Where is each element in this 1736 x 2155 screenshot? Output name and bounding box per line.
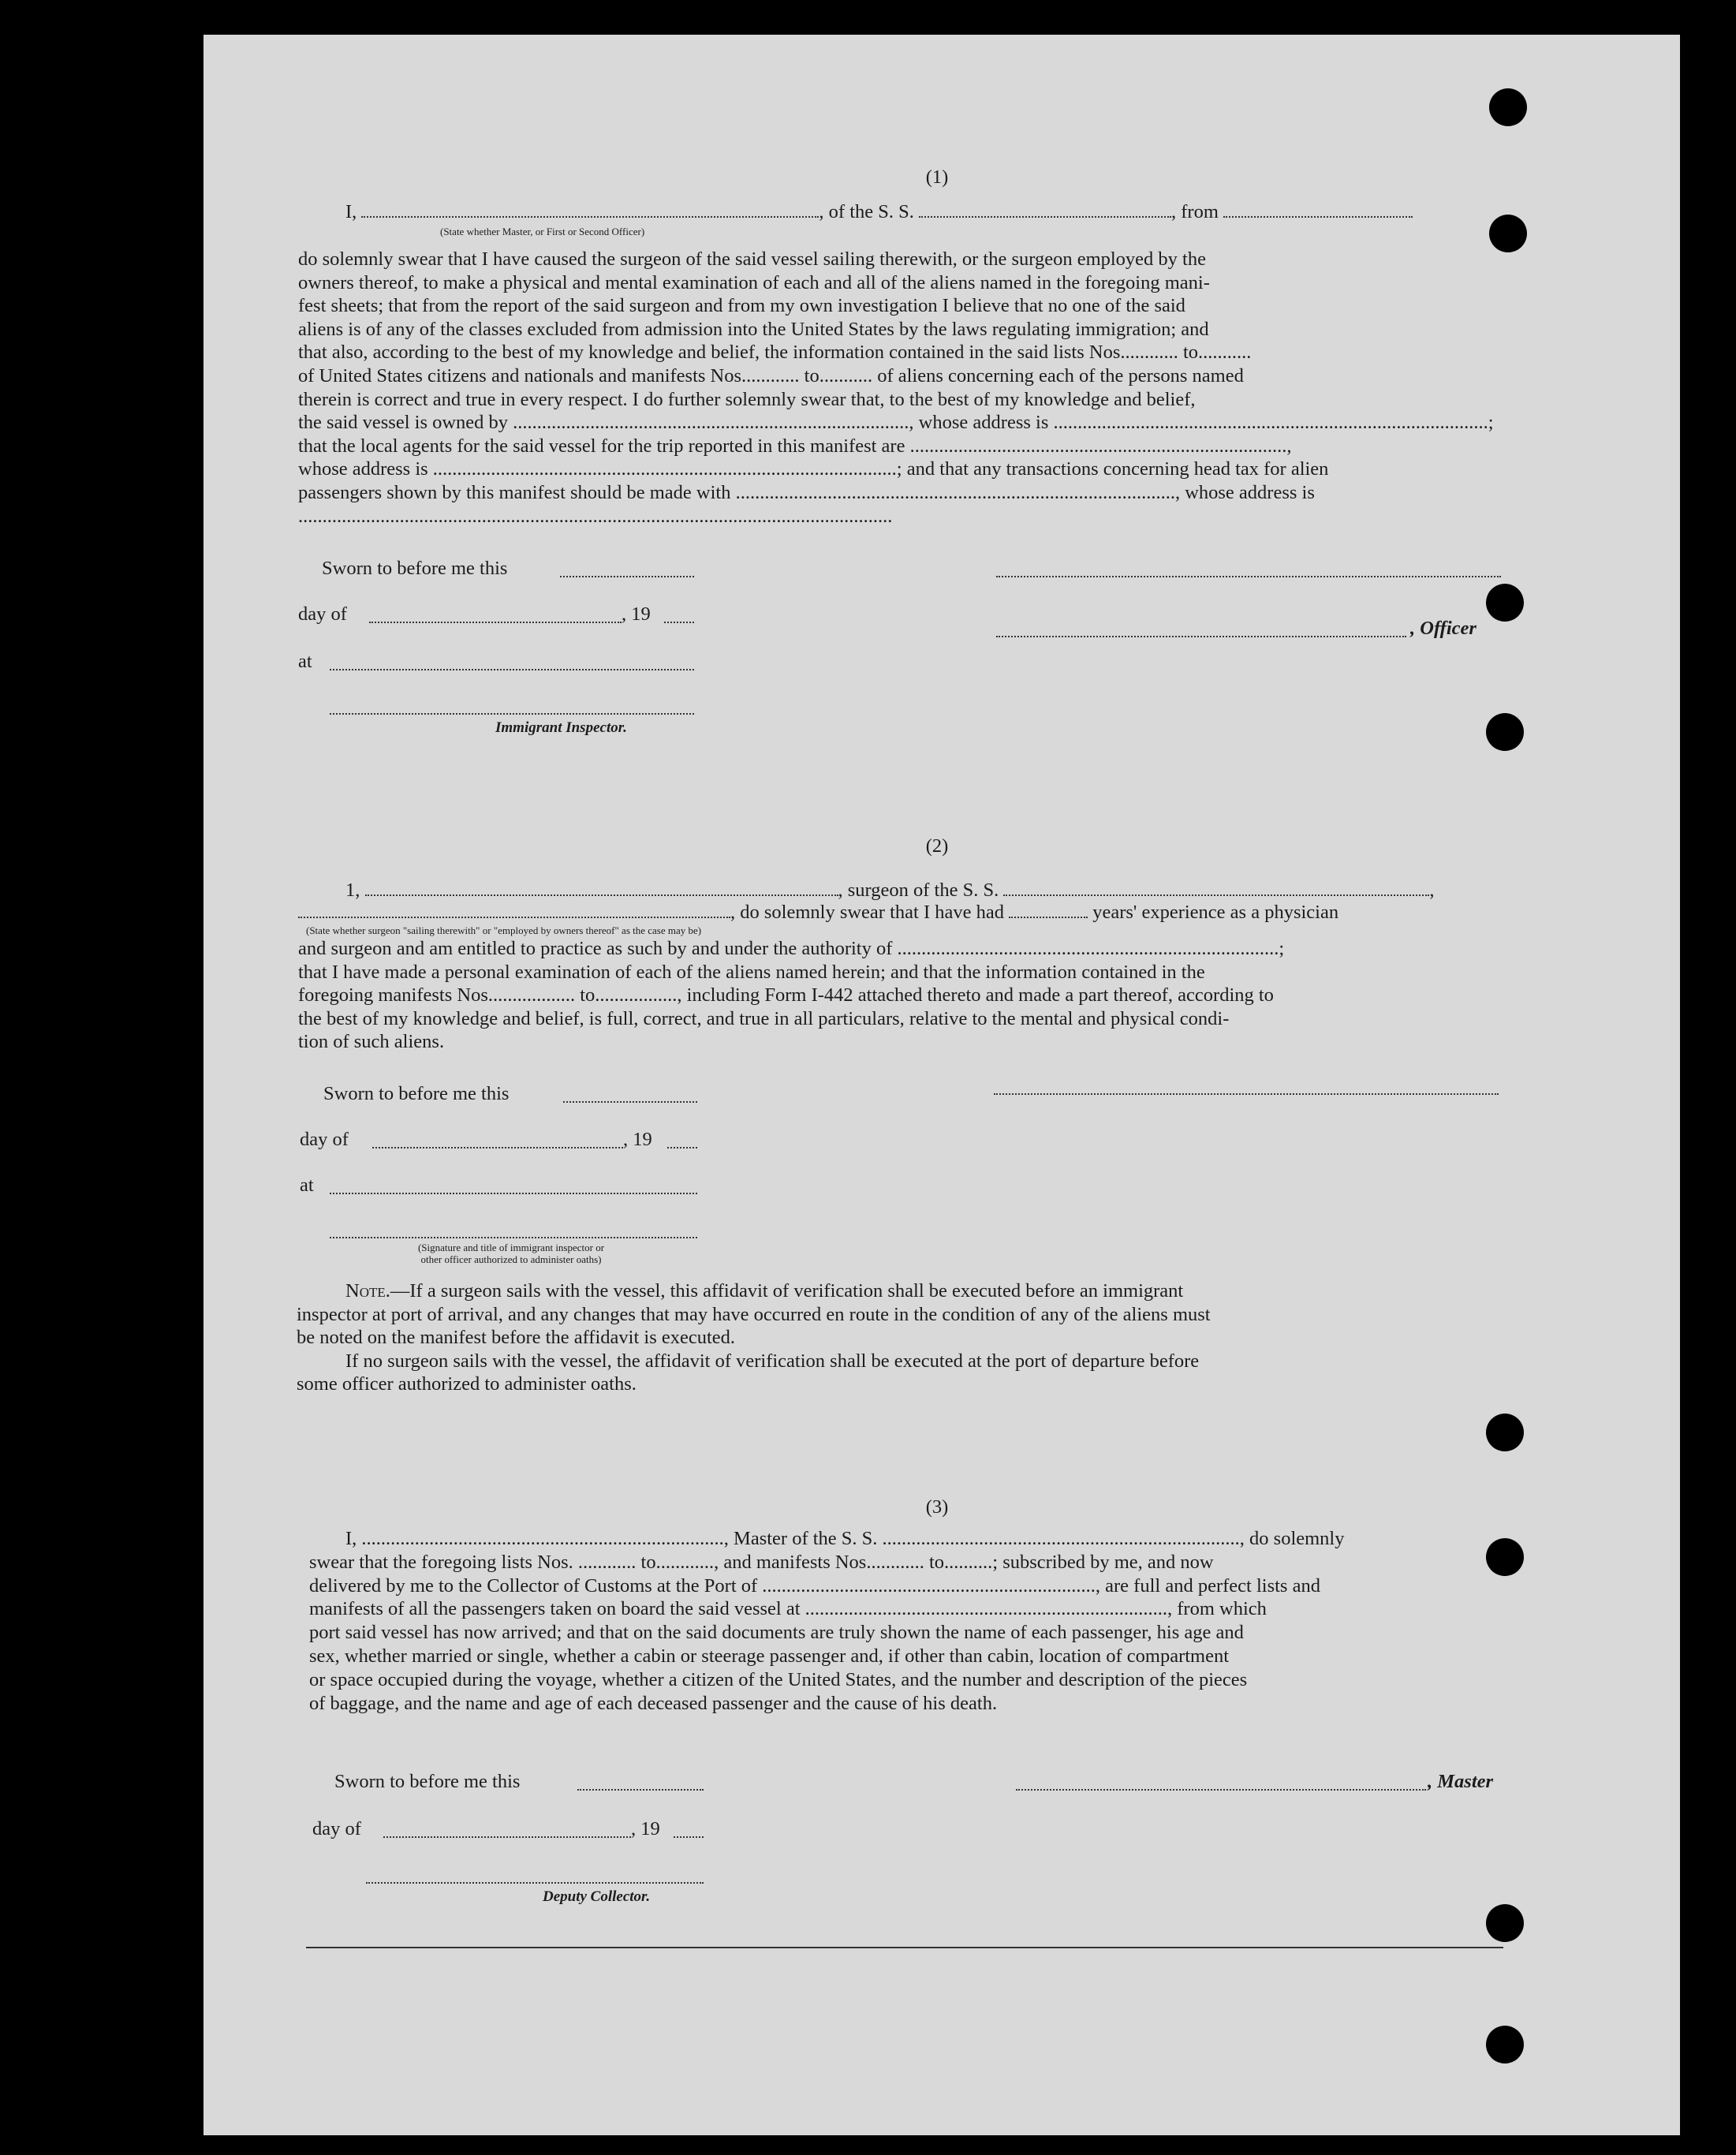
section-2-number: (2)	[925, 835, 949, 857]
punch-hole	[1486, 584, 1524, 622]
punch-hole	[1489, 88, 1527, 126]
i-label: I,	[345, 201, 357, 222]
year-label-1: , 19	[622, 603, 651, 625]
day-of-field-3[interactable]	[383, 1835, 631, 1838]
year-field-1[interactable]	[664, 620, 694, 623]
inspector-signature-line[interactable]	[330, 711, 694, 715]
ship-name-field[interactable]	[919, 200, 1171, 218]
sworn-day-field-2[interactable]	[563, 1100, 697, 1103]
at-label-2: at	[300, 1175, 314, 1196]
day-of-field-1[interactable]	[369, 620, 622, 623]
year-label-2: , 19	[623, 1129, 652, 1150]
master-signature-line[interactable]	[1016, 1787, 1426, 1791]
immigrant-inspector-label: Immigrant Inspector.	[495, 719, 627, 736]
bottom-rule	[306, 1947, 1503, 1948]
from-port-field[interactable]	[1223, 200, 1413, 218]
year-field-3[interactable]	[674, 1835, 704, 1838]
from-label: , from	[1171, 201, 1219, 222]
day-of-label-2: day of	[300, 1129, 349, 1150]
surgeon-name-field[interactable]	[365, 879, 838, 896]
officer-hint: (State whether Master, or First or Second Officer)	[440, 226, 645, 237]
section-2-oath-text: and surgeon and am entitled to practice as such by and under the authority of ...............................................................................; that I have made a personal examination of each of the aliens named herein; and that the information contained in the foregoing manifests Nos.................. to................., including Form I-442 attached thereto and made a part thereof, according to the best of my knowledge and belief, is full, correct, and true in all particulars, relative to the mental and physical condi- tion of such aliens.	[298, 938, 1285, 1053]
officer-label: , Officer	[1410, 618, 1477, 639]
punch-hole	[1489, 215, 1527, 252]
section-1-oath-text: do solemnly swear that I have caused the surgeon of the said vessel sailing therewith, or the surgeon employed by the owners thereof, to make a physical and mental examination of each and all of the aliens named in the foregoing mani- fest sheets; that from the report of the said surgeon and from my own investigation I believe that no one of the said aliens is of any of the classes excluded from admission into the United States by the laws regulating immigration; and that also, according to the best of my knowledge and belief, the information contained in the said lists Nos............ to........... of United States citizens and nationals and manifests Nos............ to........... of aliens concerning each of the persons named therein is correct and true in every respect. I do further solemnly swear that, to the best of my knowledge and belief, the said vessel is owned by .................................................................................., whose address is ..........................................................................................; that the local agents for the said vessel for the trip reported in this manifest are .............................................................................., whose address is ................................................................................................; and that any transactions concerning head tax for alien passengers shown by this manifest should be made with ..........................................................................................., whose address is ...........................................................................................................................	[298, 248, 1494, 527]
sworn-day-field-1[interactable]	[560, 574, 694, 577]
note-label: Note.	[345, 1280, 390, 1302]
punch-hole	[1486, 2026, 1524, 2063]
year-label-3: , 19	[631, 1818, 660, 1839]
punch-hole	[1486, 1414, 1524, 1451]
at-field-2[interactable]	[330, 1191, 697, 1194]
section-2-line-2: , do solemnly swear that I have had years' experience as a physician	[298, 901, 1560, 924]
inspector-signature-line-2[interactable]	[330, 1235, 697, 1238]
manifest-sheet	[203, 35, 1680, 2135]
signature-hint: (Signature and title of immigrant inspector or other officer authorized to administer oaths)	[417, 1242, 605, 1265]
surgeon-signature-line[interactable]	[994, 1092, 1499, 1095]
section-1-number: (1)	[925, 166, 949, 188]
master-label: , Master	[1428, 1771, 1494, 1792]
surgeon-type-field[interactable]	[298, 901, 730, 918]
at-label-1: at	[298, 651, 312, 672]
section-2-line-1: 1, , surgeon of the S. S. ,	[345, 880, 1435, 901]
ship-label: , of the S. S.	[819, 201, 914, 222]
deputy-collector-label: Deputy Collector.	[543, 1888, 651, 1905]
punch-hole	[1486, 1904, 1524, 1942]
sworn-day-field-3[interactable]	[577, 1787, 704, 1791]
day-of-label-3: day of	[312, 1818, 361, 1839]
years-field[interactable]	[1009, 901, 1088, 918]
section-3-oath-text: I, ..........................................................................., Master of the S. S. .........................................................................., do solemnly swear that the foregoing lists Nos. ............ to............, and manifests Nos............ to..........; subscribed by me, and now delivered by me to the Collector of Customs at the Port of ....................................................................., are full and perfect lists and manifests of all the passengers taken on board the said vessel at ..........................................................................., from which port said vessel has now arrived; and that on the said documents are truly shown the name of each passenger, his age and sex, whether married or single, whether a cabin or steerage passenger and, if other than cabin, location of compartment or space occupied during the voyage, whether a citizen of the United States, and the number and description of the pieces of baggage, and the name and age of each deceased passenger and the cause of his death.	[309, 1528, 1345, 1714]
ship-name-field-2[interactable]	[1003, 879, 1429, 896]
officer-name-field[interactable]	[361, 200, 819, 218]
punch-hole	[1486, 713, 1524, 751]
section-3-number: (3)	[925, 1496, 949, 1518]
at-field-1[interactable]	[330, 667, 694, 670]
sworn-label-2: Sworn to before me this	[323, 1083, 510, 1104]
day-of-field-2[interactable]	[372, 1145, 623, 1148]
year-field-2[interactable]	[667, 1145, 697, 1148]
section-1-header-line	[345, 200, 1560, 223]
day-of-label-1: day of	[298, 603, 347, 625]
officer-signature-line[interactable]	[996, 574, 1501, 577]
officer-name-line[interactable]	[996, 634, 1406, 637]
surgeon-hint: (State whether surgeon "sailing therewith" or "employed by owners thereof" as the case may be)	[306, 924, 702, 936]
punch-hole	[1486, 1538, 1524, 1576]
sworn-label-3: Sworn to before me this	[334, 1771, 521, 1792]
note-text: Note.—If a surgeon sails with the vessel, this affidavit of verification shall be executed before an immigrant inspector at port of arrival, and any changes that may have occurred en route in the condition of any of the aliens must be noted on the manifest before the affidavit is executed. If no surgeon sails with the vessel, the affidavit of verification shall be executed at the port of departure before some officer authorized to administer oaths.	[297, 1280, 1211, 1395]
collector-signature-line[interactable]	[366, 1880, 704, 1884]
sworn-label-1: Sworn to before me this	[322, 558, 508, 579]
